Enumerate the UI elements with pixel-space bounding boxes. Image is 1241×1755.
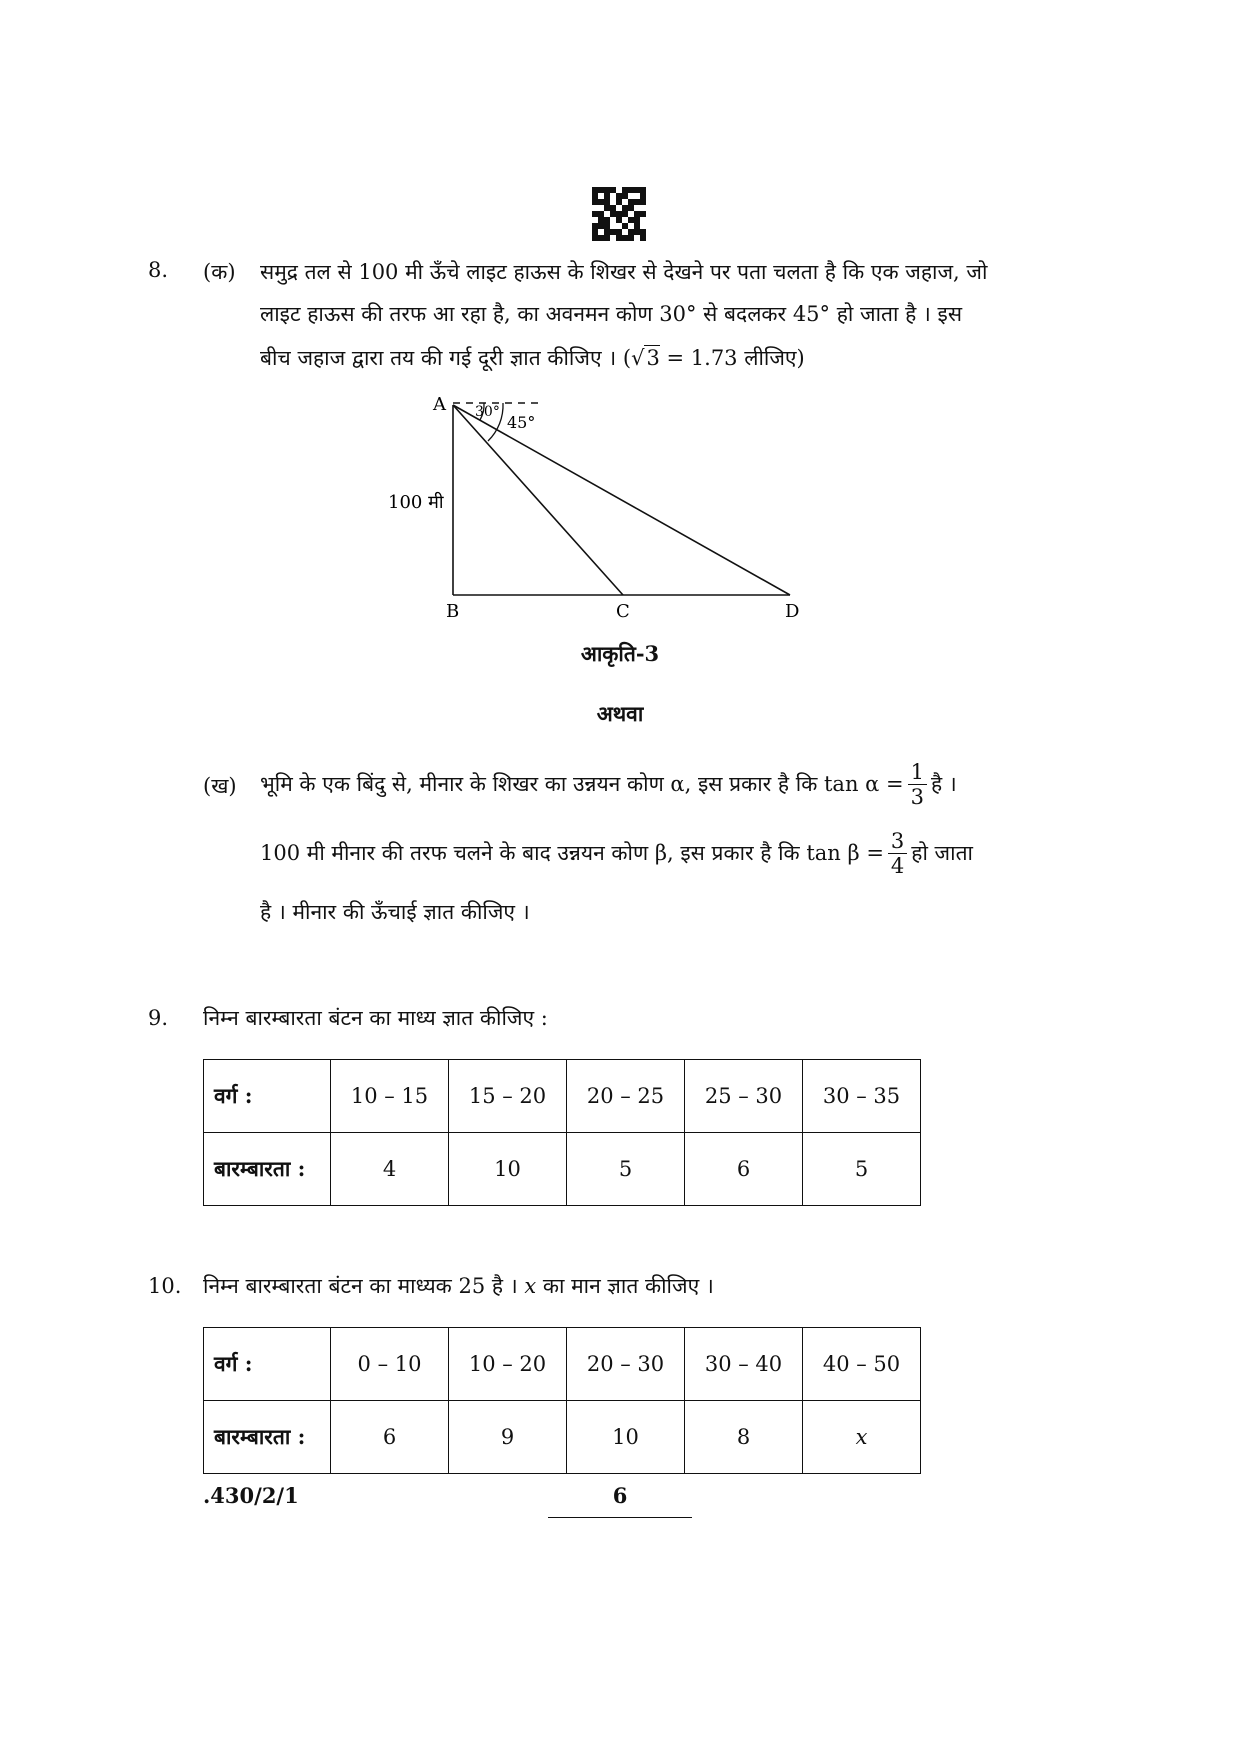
q8-part-b-line-2 — [260, 823, 973, 883]
table-row — [204, 1328, 921, 1401]
table-row-head: वर्ग : — [204, 1060, 331, 1133]
table-row-head: वर्ग : — [204, 1328, 331, 1401]
table-cell: 20 – 30 — [567, 1328, 685, 1401]
q8-part-a-line-1: समुद्र तल से 100 मी ऊँचे लाइट हाऊस के शिखर से देखने पर पता चलता है कि एक जहाज, जो — [260, 260, 988, 284]
table-cell: 15 – 20 — [449, 1060, 567, 1133]
question-8-number: 8. — [148, 258, 169, 282]
q8-part-b-line-1 — [260, 754, 957, 814]
label-b: B — [446, 601, 460, 620]
table-row-head: बारम्बारता : — [204, 1133, 331, 1206]
table-cell: 10 — [567, 1401, 685, 1474]
or-text: अथवा — [596, 701, 644, 726]
table-cell: 0 – 10 — [331, 1328, 449, 1401]
q9-frequency-table — [203, 1059, 921, 1206]
table-cell: 6 — [685, 1133, 803, 1206]
table-cell: 40 – 50 — [803, 1328, 921, 1401]
table-row — [204, 1401, 921, 1474]
q8-line3-post: = 1.73 लीजिए) — [659, 346, 805, 370]
frac2-denominator: 4 — [890, 853, 905, 878]
question-9-number: 9. — [148, 1006, 169, 1030]
table-row — [204, 1060, 921, 1133]
q8-part-a-line-3 — [260, 344, 805, 372]
angle-30-label: 30° — [475, 404, 500, 420]
q8b-line2-post: हो जाता — [911, 841, 973, 865]
q8-part-b-line-3: है । मीनार की ऊँचाई ज्ञात कीजिए । — [260, 900, 530, 924]
angle-45-label: 45° — [507, 413, 536, 432]
q8b-line1-pre: भूमि के एक बिंदु से, मीनार के शिखर का उन्नयन कोण α, इस प्रकार है कि tan α = — [260, 772, 904, 796]
page-number-underline — [548, 1517, 692, 1518]
label-a: A — [433, 394, 446, 415]
table-cell: 10 – 20 — [449, 1328, 567, 1401]
table-cell: 4 — [331, 1133, 449, 1206]
sqrt-radicand: 3 — [646, 346, 660, 370]
qr-code — [592, 187, 646, 241]
q8b-line2-pre: 100 मी मीनार की तरफ चलने के बाद उन्नयन कोण β, इस प्रकार है कि tan β = — [260, 841, 884, 865]
frac2-numerator: 3 — [888, 829, 907, 854]
table-cell: 20 – 25 — [567, 1060, 685, 1133]
sqrt-radical: √ — [631, 346, 645, 370]
table-row — [204, 1133, 921, 1206]
table-cell: 10 — [449, 1133, 567, 1206]
frac1-denominator: 3 — [910, 784, 924, 809]
height-label: 100 मी — [388, 492, 444, 513]
paper-code: .430/2/1 — [203, 1483, 299, 1508]
table-cell: x — [803, 1401, 921, 1474]
line-ad — [453, 405, 790, 595]
q10-frequency-table — [203, 1327, 921, 1474]
fraction-three-fourths — [888, 829, 907, 878]
table-cell: 10 – 15 — [331, 1060, 449, 1133]
table-cell: 30 – 35 — [803, 1060, 921, 1133]
label-d: D — [785, 601, 800, 620]
q8-part-a-line-2: लाइट हाऊस की तरफ आ रहा है, का अवनमन कोण 30° से बदलकर 45° हो जाता है । इस — [260, 302, 963, 326]
q8-part-b-label: (ख) — [203, 774, 237, 798]
fraction-one-third — [908, 760, 927, 809]
table-cell: 9 — [449, 1401, 567, 1474]
table-cell: 25 – 30 — [685, 1060, 803, 1133]
question-10-number: 10. — [148, 1274, 182, 1298]
table-cell: 6 — [331, 1401, 449, 1474]
q8b-line1-post: है । — [930, 772, 957, 796]
page-number: 6 — [612, 1483, 628, 1508]
table-row-head: बारम्बारता : — [204, 1401, 331, 1474]
figure-3-diagram — [380, 390, 820, 620]
question-10-text: निम्न बारम्बारता बंटन का माध्यक 25 है । x का मान ज्ञात कीजिए । — [203, 1274, 714, 1298]
frac1-numerator: 1 — [908, 760, 927, 785]
q8-line3-pre: बीच जहाज द्वारा तय की गई दूरी ज्ञात कीजिए । ( — [260, 346, 632, 370]
table-cell: 30 – 40 — [685, 1328, 803, 1401]
question-9-text: निम्न बारम्बारता बंटन का माध्य ज्ञात कीजिए : — [203, 1006, 548, 1030]
table-cell: 5 — [567, 1133, 685, 1206]
table-cell: 5 — [803, 1133, 921, 1206]
q8-part-a-label: (क) — [203, 260, 236, 284]
figure-3-caption: आकृति-3 — [580, 641, 660, 666]
label-c: C — [616, 601, 630, 620]
table-cell: 8 — [685, 1401, 803, 1474]
line-ac — [453, 405, 623, 595]
